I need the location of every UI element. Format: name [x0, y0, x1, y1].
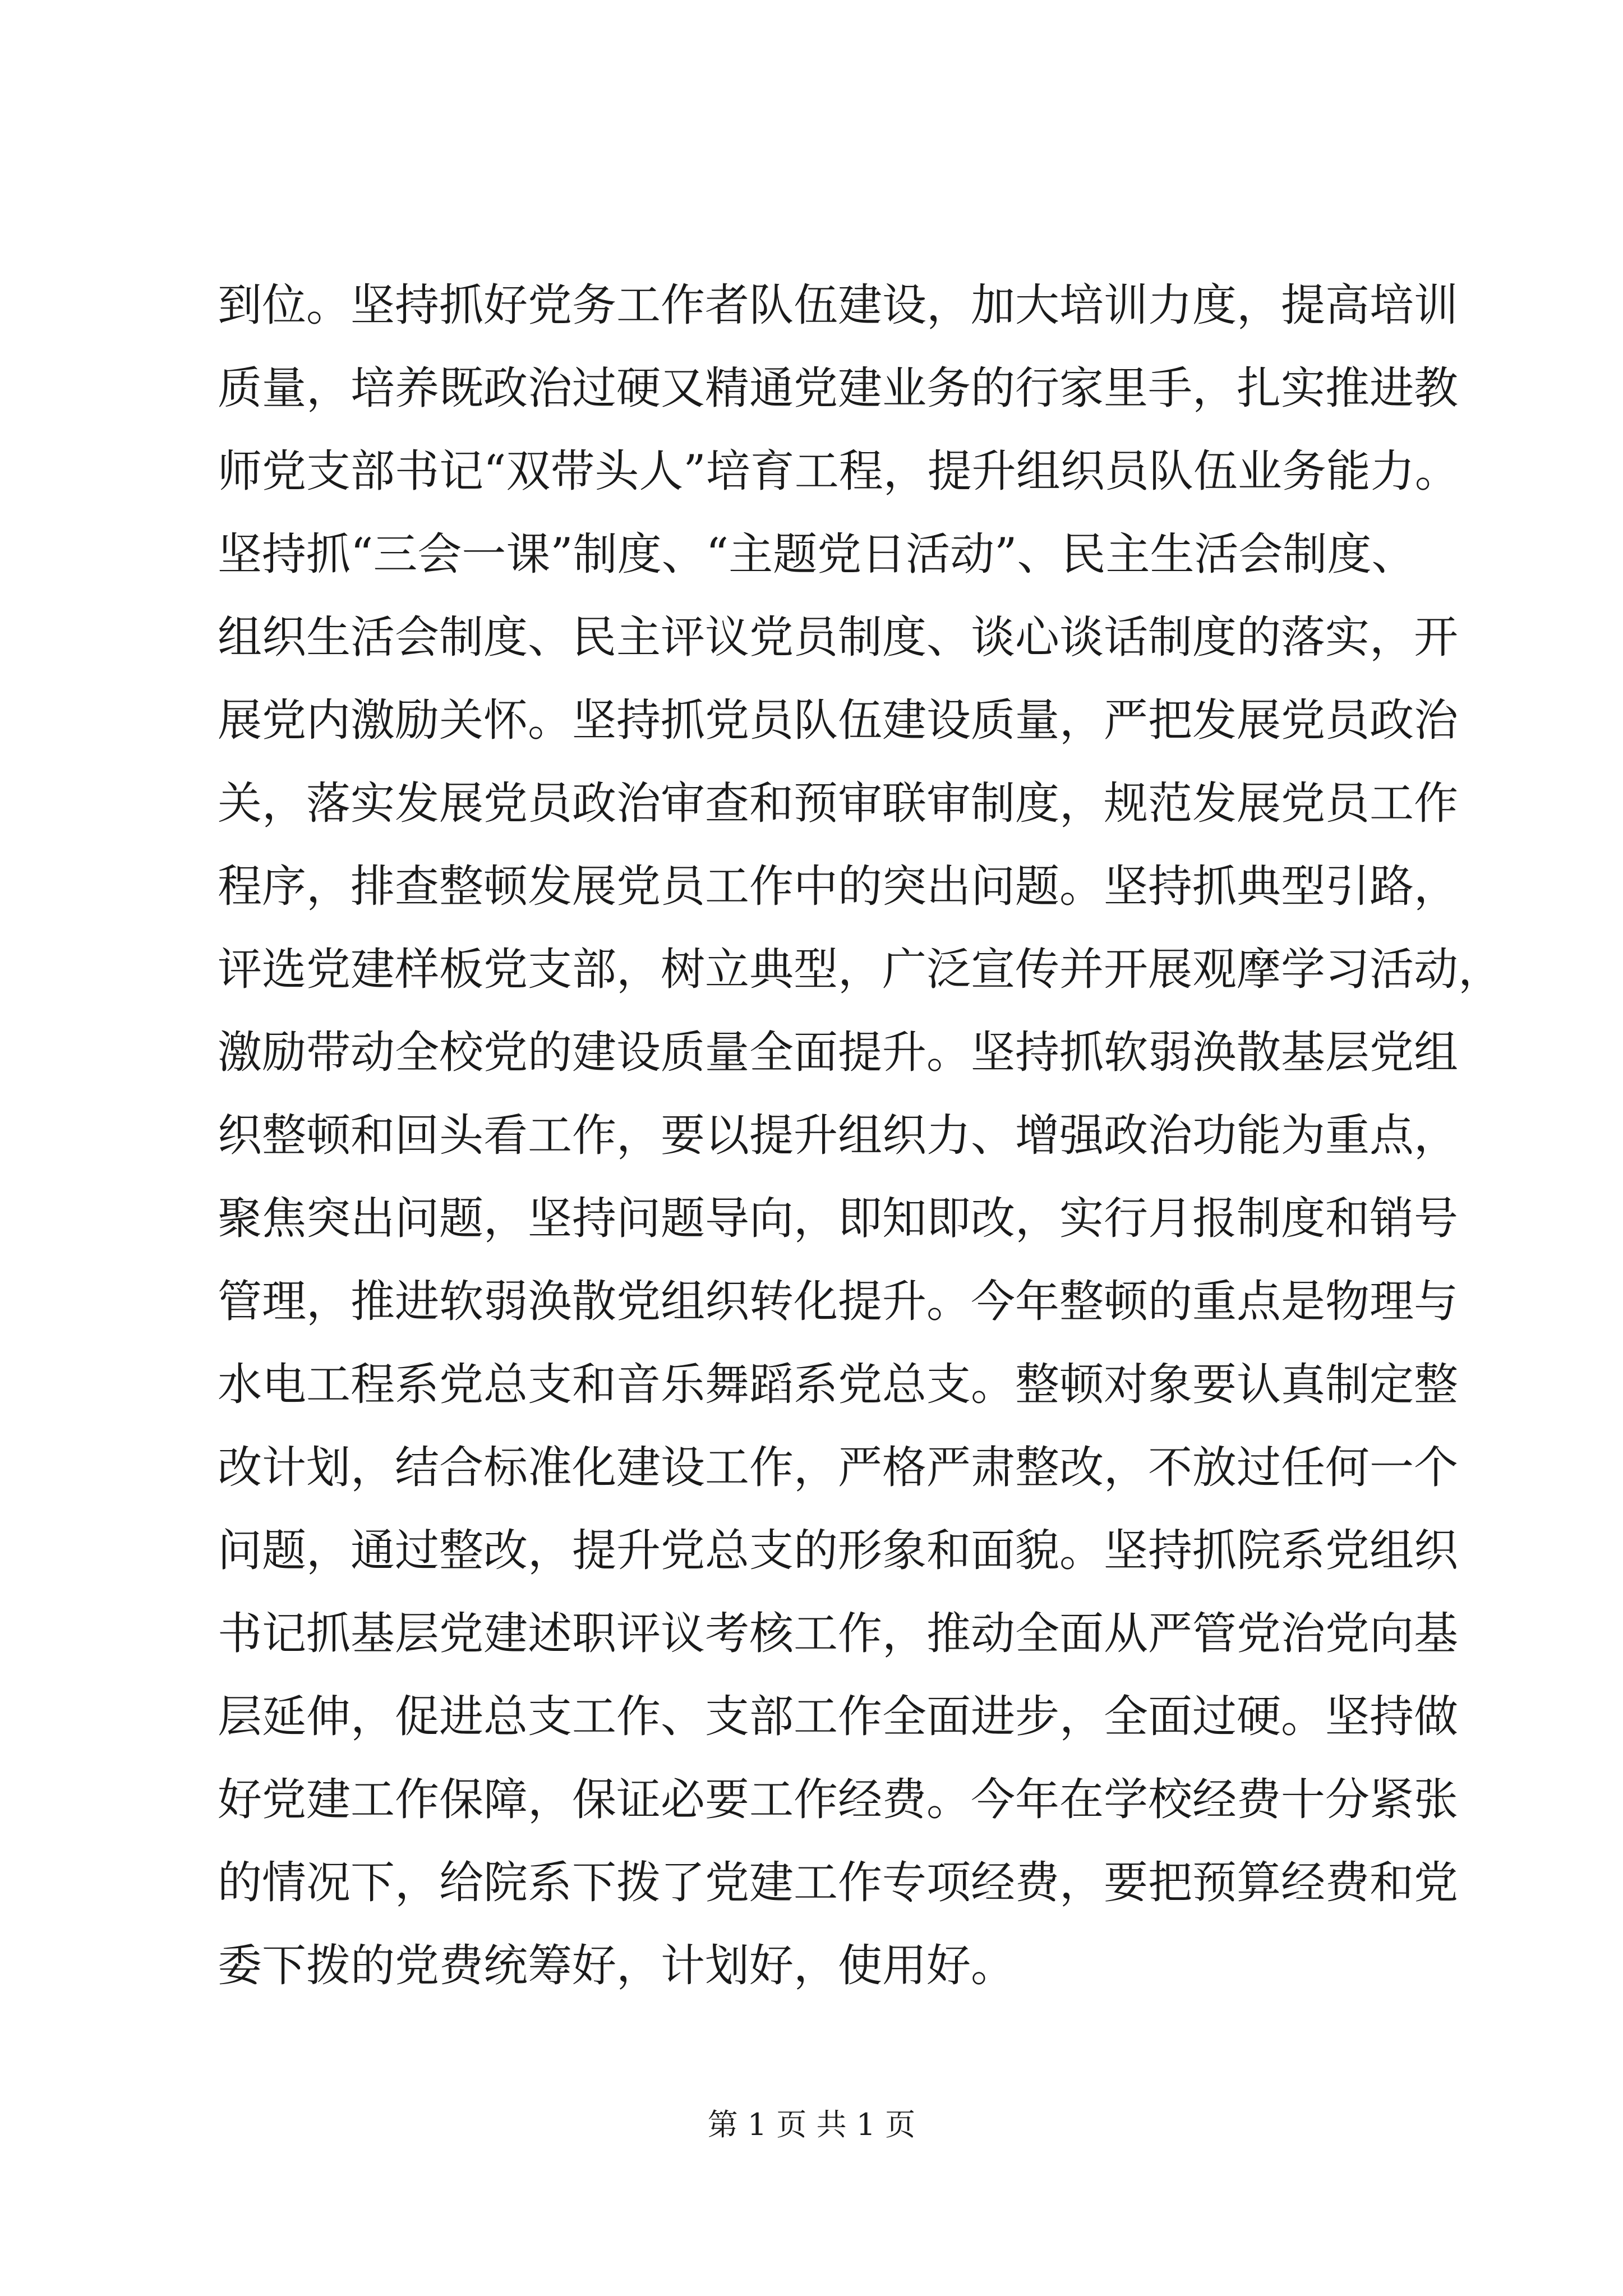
- text-line: 关，落实发展党员政治审查和预审联审制度，规范发展党员工作: [218, 777, 1458, 829]
- text-line: 织整顿和回头看工作，要以提升组织力、增强政治功能为重点，: [218, 1110, 1458, 1161]
- text-line: 的情况下，给院系下拨了党建工作专项经费，要把预算经费和党: [218, 1857, 1458, 1908]
- text-line: 到位。坚持抓好党务工作者队伍建设，加大培训力度，提高培训: [218, 279, 1458, 331]
- text-line: 水电工程系党总支和音乐舞蹈系党总支。整顿对象要认真制定整: [218, 1359, 1458, 1410]
- text-line: 师党支部书记“双带头人”培育工程，提升组织员队伍业务能力。: [218, 445, 1459, 497]
- text-line: 聚焦突出问题，坚持问题导向，即知即改，实行月报制度和销号: [218, 1193, 1458, 1244]
- text-line: 组织生活会制度、民主评议党员制度、谈心谈话制度的落实，开: [218, 611, 1458, 663]
- page-footer: 第 1 页 共 1 页: [707, 2107, 916, 2142]
- text-line: 展党内激励关怀。坚持抓党员队伍建设质量，严把发展党员政治: [218, 694, 1458, 746]
- text-line: 管理，推进软弱涣散党组织转化提升。今年整顿的重点是物理与: [218, 1276, 1458, 1327]
- text-line: 程序，排查整顿发展党员工作中的突出问题。坚持抓典型引路，: [218, 861, 1458, 912]
- text-line: 质量，培养既政治过硬又精通党建业务的行家里手，扎实推进教: [218, 362, 1458, 414]
- text-line: 评选党建样板党支部，树立典型，广泛宣传并开展观摩学习活动，: [218, 944, 1502, 995]
- text-line: 好党建工作保障，保证必要工作经费。今年在学校经费十分紧张: [218, 1774, 1458, 1825]
- body-paragraph: [218, 264, 1502, 2007]
- text-line: 书记抓基层党建述职评议考核工作，推动全面从严管党治党向基: [218, 1608, 1458, 1659]
- text-line: 委下拨的党费统筹好，计划好，使用好。: [218, 1940, 1015, 1991]
- text-line: 问题，通过整改，提升党总支的形象和面貌。坚持抓院系党组织: [218, 1525, 1458, 1576]
- text-line: 坚持抓“三会一课”制度、“主题党日活动”、民主生活会制度、: [218, 528, 1416, 580]
- text-line: 层延伸，促进总支工作、支部工作全面进步，全面过硬。坚持做: [218, 1691, 1458, 1742]
- text-line: 激励带动全校党的建设质量全面提升。坚持抓软弱涣散基层党组: [218, 1027, 1458, 1078]
- text-line: 改计划，结合标准化建设工作，严格严肃整改，不放过任何一个: [218, 1442, 1458, 1493]
